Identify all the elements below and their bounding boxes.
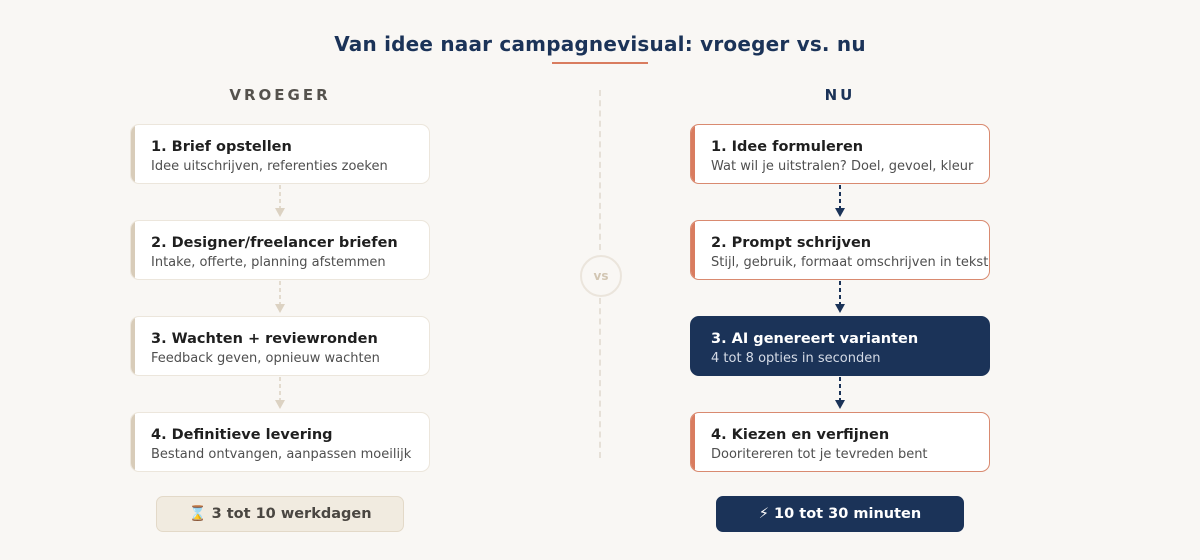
step-description: Wat wil je uitstralen? Doel, gevoel, kleur bbox=[711, 159, 974, 174]
arrow-connector bbox=[275, 377, 285, 409]
duration-text: 10 tot 30 minuten bbox=[774, 506, 922, 522]
step-title: 3. AI genereert varianten bbox=[711, 331, 919, 347]
duration-text: 3 tot 10 werkdagen bbox=[211, 506, 372, 522]
step-description: Feedback geven, opnieuw wachten bbox=[151, 351, 380, 366]
step-description: 4 tot 8 opties in seconden bbox=[711, 351, 881, 366]
step-description: Dooritereren tot je tevreden bent bbox=[711, 447, 928, 462]
step-title: 2. Prompt schrijven bbox=[711, 235, 872, 251]
left-duration-badge bbox=[156, 496, 404, 532]
step-title: 3. Wachten + reviewronden bbox=[151, 331, 378, 347]
step-description: Idee uitschrijven, referenties zoeken bbox=[151, 159, 388, 174]
column-heading-right: NU bbox=[824, 86, 856, 104]
arrow-connector bbox=[275, 281, 285, 313]
center-divider-top bbox=[599, 90, 601, 250]
hourglass-icon: ⌛ bbox=[188, 506, 207, 522]
step-title: 1. Brief opstellen bbox=[151, 139, 292, 155]
right-connectors bbox=[835, 185, 845, 409]
step-description: Intake, offerte, planning afstemmen bbox=[151, 255, 386, 270]
step-title: 4. Kiezen en verfijnen bbox=[711, 427, 890, 443]
step-title: 4. Definitieve levering bbox=[151, 427, 333, 443]
step-description: Stijl, gebruik, formaat omschrijven in tekst bbox=[711, 255, 989, 270]
lightning-icon: ⚡ bbox=[758, 506, 769, 522]
arrow-connector bbox=[275, 185, 285, 217]
center-divider-bottom bbox=[599, 298, 601, 458]
page-title: Van idee naar campagnevisual: vroeger vs. nu bbox=[334, 32, 866, 56]
left-connectors bbox=[275, 185, 285, 409]
column-heading-left: VROEGER bbox=[229, 86, 331, 104]
step-description: Bestand ontvangen, aanpassen moeilijk bbox=[151, 447, 412, 462]
arrow-connector bbox=[835, 185, 845, 217]
vs-badge: vs bbox=[580, 255, 622, 297]
step-title: 2. Designer/freelancer briefen bbox=[151, 235, 398, 251]
arrow-connector bbox=[835, 377, 845, 409]
step-title: 1. Idee formuleren bbox=[711, 139, 864, 155]
right-duration-badge bbox=[716, 496, 964, 532]
arrow-connector bbox=[835, 281, 845, 313]
